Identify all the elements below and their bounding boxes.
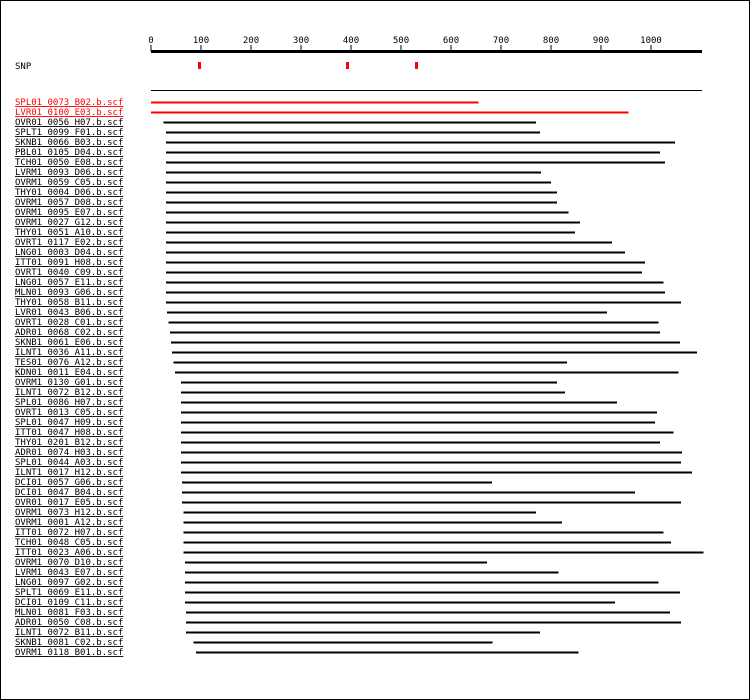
read-row: [15, 378, 557, 388]
read-row: [15, 108, 629, 118]
read-name-link[interactable]: LVR01_0043_B06.b.scf: [15, 308, 124, 318]
read-row: [15, 648, 579, 658]
snp-track: [15, 62, 418, 72]
read-row: [15, 528, 664, 538]
snp-marker: [415, 62, 418, 69]
read-row: [15, 118, 536, 128]
read-name-link[interactable]: ILNT1_0017_H12.b.scf: [15, 468, 124, 478]
read-name-link[interactable]: DCI01_0057_G06.b.scf: [15, 478, 124, 488]
read-row: [15, 288, 665, 298]
read-name-link[interactable]: THY01_0058_B11.b.scf: [15, 298, 124, 308]
read-row: [15, 268, 642, 278]
read-name-link[interactable]: THY01_0201_B12.b.scf: [15, 438, 124, 448]
read-row: [15, 248, 625, 258]
read-name-link[interactable]: LVR01_0100_E03.b.scf: [15, 108, 124, 118]
read-row: [15, 348, 697, 358]
read-name-link[interactable]: OVR01_0017_E05.b.scf: [15, 498, 124, 508]
reads-list: [15, 98, 704, 658]
read-name-link[interactable]: DCI01_0047_B04.b.scf: [15, 488, 124, 498]
read-row: [15, 558, 487, 568]
read-name-link[interactable]: SPLT1_0099_F01.b.scf: [15, 128, 124, 138]
read-name-link[interactable]: SPLT1_0069_E11.b.scf: [15, 588, 124, 598]
read-name-link[interactable]: MLN01_0093_G06.b.scf: [15, 288, 124, 298]
read-row: [15, 388, 565, 398]
read-row: [15, 168, 541, 178]
position-axis: [148, 36, 702, 52]
read-row: [15, 318, 659, 328]
axis-tick-label: 300: [292, 36, 310, 46]
read-name-link[interactable]: LVRM1_0043_E07.b.scf: [15, 568, 124, 578]
snp-label: SNP: [15, 62, 32, 72]
snp-marker: [198, 62, 201, 69]
read-row: [15, 98, 479, 108]
read-row: [15, 458, 681, 468]
read-row: [15, 328, 660, 338]
read-name-link[interactable]: TCH01_0050_E08.b.scf: [15, 158, 124, 168]
read-name-link[interactable]: OVR01_0056_H07.b.scf: [15, 118, 124, 128]
axis-tick-label: 800: [542, 36, 560, 46]
read-name-link[interactable]: LNG01_0097_G02.b.scf: [15, 578, 124, 588]
read-name-link[interactable]: SPL01_0086_H07.b.scf: [15, 398, 124, 408]
axis-tick-label: 400: [342, 36, 360, 46]
read-row: [15, 148, 660, 158]
read-row: [15, 548, 704, 558]
read-name-link[interactable]: TCH01_0048_C05.b.scf: [15, 538, 124, 548]
read-name-link[interactable]: OVRM1_0130_G01.b.scf: [15, 378, 124, 388]
axis-tick-label: 700: [492, 36, 510, 46]
read-row: [15, 498, 681, 508]
read-name-link[interactable]: THY01_0051_A10.b.scf: [15, 228, 124, 238]
read-name-link[interactable]: ITT01_0023_A06.b.scf: [15, 548, 124, 558]
snp-marker: [346, 62, 349, 69]
read-name-link[interactable]: OVRM1_0001_A12.b.scf: [15, 518, 124, 528]
read-row: [15, 198, 557, 208]
read-name-link[interactable]: OVRM1_0057_D08.b.scf: [15, 198, 124, 208]
read-name-link[interactable]: ADR01_0050_C08.b.scf: [15, 618, 124, 628]
read-row: [15, 618, 681, 628]
read-name-link[interactable]: MLN01_0081_F03.b.scf: [15, 608, 124, 618]
read-name-link[interactable]: ADR01_0074_H03.b.scf: [15, 448, 124, 458]
read-row: [15, 478, 492, 488]
read-name-link[interactable]: OVRM1_0027_G12.b.scf: [15, 218, 124, 228]
read-name-link[interactable]: SPL01_0047_H09.b.scf: [15, 418, 124, 428]
read-row: [15, 408, 657, 418]
read-row: [15, 358, 567, 368]
read-name-link[interactable]: SKNB1_0066_B03.b.scf: [15, 138, 124, 148]
axis-tick-label: 900: [592, 36, 610, 46]
read-row: [15, 218, 580, 228]
read-name-link[interactable]: ITT01_0091_H08.b.scf: [15, 258, 124, 268]
read-name-link[interactable]: LNG01_0057_E11.b.scf: [15, 278, 124, 288]
read-name-link[interactable]: OVRT1_0040_C09.b.scf: [15, 268, 124, 278]
read-row: [15, 588, 680, 598]
read-row: [15, 158, 665, 168]
read-row: [15, 448, 682, 458]
read-row: [15, 368, 679, 378]
axis-tick-label: 500: [392, 36, 410, 46]
read-name-link[interactable]: ITT01_0072_H07.b.scf: [15, 528, 124, 538]
read-name-link[interactable]: OVRM1_0070_D10.b.scf: [15, 558, 124, 568]
read-row: [15, 608, 670, 618]
read-row: [15, 438, 660, 448]
read-row: [15, 398, 617, 408]
read-name-link[interactable]: OVRM1_0095_E07.b.scf: [15, 208, 124, 218]
read-name-link[interactable]: ADR01_0068_C02.b.scf: [15, 328, 124, 338]
read-name-link[interactable]: LVRM1_0093_D06.b.scf: [15, 168, 124, 178]
axis-tick-label: 1000: [640, 36, 662, 46]
axis-tick-label: 100: [192, 36, 210, 46]
read-row: [15, 488, 635, 498]
read-row: [15, 568, 559, 578]
read-row: [15, 508, 536, 518]
read-row: [15, 468, 692, 478]
read-name-link[interactable]: ITT01_0047_H08.b.scf: [15, 428, 124, 438]
axis-tick-label: 200: [242, 36, 260, 46]
read-row: [15, 518, 562, 528]
read-name-link[interactable]: SKNB1_0061_E06.b.scf: [15, 338, 124, 348]
read-row: [15, 278, 664, 288]
read-name-link[interactable]: OVRT1_0117_E02.b.scf: [15, 238, 124, 248]
read-name-link[interactable]: SPL01_0073_B02.b.scf: [15, 98, 124, 108]
read-name-link[interactable]: DCI01_0109_C11.b.scf: [15, 598, 124, 608]
read-row: [15, 178, 551, 188]
read-name-link[interactable]: ILNT1_0072_B11.b.scf: [15, 628, 124, 638]
axis-tick-label: 0: [148, 36, 154, 46]
read-name-link[interactable]: LNG01_0003_D04.b.scf: [15, 248, 124, 258]
read-name-link[interactable]: PBL01_0105_D04.b.scf: [15, 148, 124, 158]
read-row: [15, 128, 540, 138]
read-name-link[interactable]: SKNB1_0081_C02.b.scf: [15, 638, 124, 648]
read-row: [15, 238, 612, 248]
axis-tick-label: 600: [442, 36, 460, 46]
read-name-link[interactable]: OVRM1_0059_C05.b.scf: [15, 178, 124, 188]
read-name-link[interactable]: OVRT1_0028_C01.b.scf: [15, 318, 124, 328]
read-name-link[interactable]: OVRM1_0118_B01.b.scf: [15, 648, 124, 658]
read-row: [15, 578, 659, 588]
read-name-link[interactable]: TES01_0076_A12.b.scf: [15, 358, 124, 368]
read-alignment-diagram: [1, 1, 749, 699]
read-row: [15, 188, 557, 198]
read-row: [15, 338, 680, 348]
read-row: [15, 308, 607, 318]
read-row: [15, 138, 675, 148]
read-row: [15, 628, 540, 638]
read-row: [15, 538, 671, 548]
read-row: [15, 258, 645, 268]
read-row: [15, 228, 575, 238]
read-name-link[interactable]: KDN01_0011_E04.b.scf: [15, 368, 124, 378]
read-row: [15, 418, 655, 428]
read-row: [15, 298, 681, 308]
read-name-link[interactable]: ILNT1_0072_B12.b.scf: [15, 388, 124, 398]
read-name-link[interactable]: OVRT1_0013_C05.b.scf: [15, 408, 124, 418]
read-row: [15, 428, 674, 438]
read-name-link[interactable]: SPL01_0044_A03.b.scf: [15, 458, 124, 468]
read-row: [15, 598, 615, 608]
read-name-link[interactable]: OVRM1_0073_H12.b.scf: [15, 508, 124, 518]
read-name-link[interactable]: THY01_0004_D06.b.scf: [15, 188, 124, 198]
read-row: [15, 638, 493, 648]
read-row: [15, 208, 569, 218]
read-name-link[interactable]: ILNT1_0036_A11.b.scf: [15, 348, 124, 358]
